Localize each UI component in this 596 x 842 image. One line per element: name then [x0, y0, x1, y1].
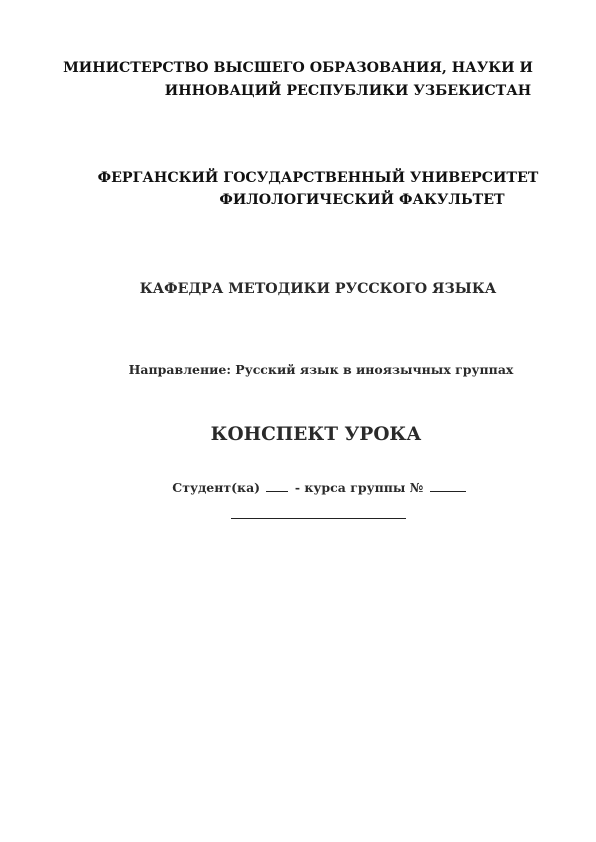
university-name: ФЕРГАНСКИЙ ГОСУДАРСТВЕННЫЙ УНИВЕРСИТЕТ [97, 170, 539, 186]
group-number-blank[interactable] [430, 491, 466, 492]
faculty-name: ФИЛОЛОГИЧЕСКИЙ ФАКУЛЬТЕТ [219, 192, 505, 208]
student-label: Студент(ка) [172, 480, 261, 495]
student-name-blank[interactable] [231, 518, 406, 519]
department-name: КАФЕДРА МЕТОДИКИ РУССКОГО ЯЗЫКА [139, 281, 497, 297]
student-line [21, 480, 596, 495]
direction-text: Направление: Русский язык в иноязычных группах [128, 362, 514, 377]
course-group-text: - курса группы № [294, 480, 424, 495]
course-number-blank[interactable] [266, 491, 288, 492]
ministry-line-1: МИНИСТЕРСТВО ВЫСШЕГО ОБРАЗОВАНИЯ, НАУКИ И [63, 60, 533, 76]
document-title: КОНСПЕКТ УРОКА [210, 424, 422, 445]
ministry-line-2: ИННОВАЦИЙ РЕСПУБЛИКИ УЗБЕКИСТАН [164, 83, 532, 99]
